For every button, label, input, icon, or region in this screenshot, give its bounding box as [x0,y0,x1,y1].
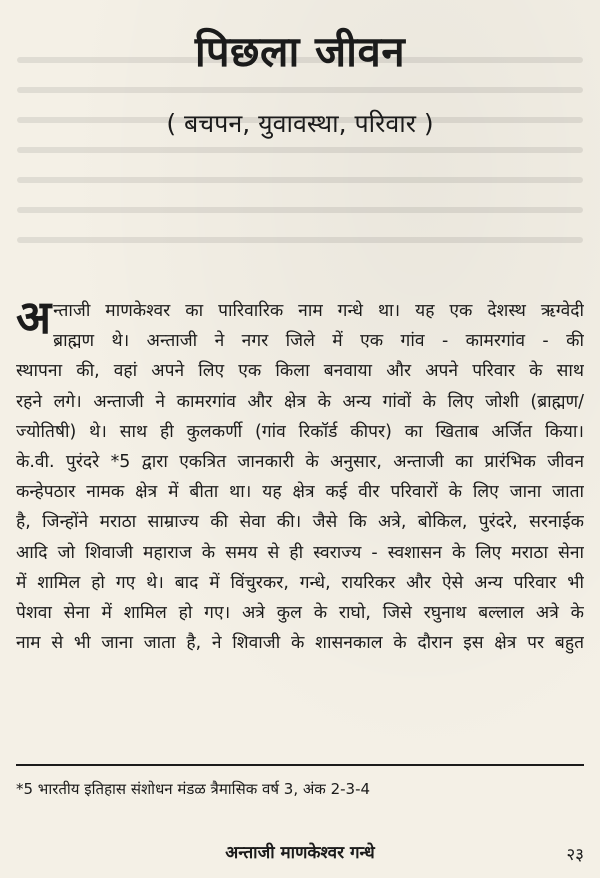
drop-cap: अ [16,290,52,344]
running-footer-title: अन्ताजी माणकेश्वर गन्धे [225,843,375,863]
page-number: २३ [566,845,584,865]
paragraph-line: न्ताजी माणकेश्वर का पारिवारिक नाम गन्धे था। यह एक देशस्थ ऋग्वेदी [53,301,584,321]
paragraph-line: ब्राह्मण थे। अन्ताजी ने नगर जिले में एक गांव - कामरगांव - की [53,331,584,352]
paragraph-line: ज्योतिषी) थे। साथ ही कुलकर्णी (गांव रिकॉर्ड कीपर) का खिताब अर्जित किया। [16,421,584,442]
page-title: पिछला जीवन [194,27,406,76]
footnote: *5 भारतीय इतिहास संशोधन मंडळ त्रैमासिक वर्ष 3, अंक 2-3-4 [16,780,371,798]
paragraph-line: में शामिल हो गए थे। बाद में विंचुरकर, गन्धे, रायरिकर और ऐसे अन्य परिवार भी [16,572,584,593]
paragraph-line: है, जिन्होंने मराठा साम्राज्य की सेवा की। जैसे कि अत्रे, बोकिल, पुरंदरे, सरनाईक [16,512,584,533]
body-paragraph [16,290,584,658]
paragraph-line: के.वी. पुरंदरे *5 द्वारा एकत्रित जानकारी के अनुसार, अन्ताजी का प्रारंभिक जीवन [16,452,584,473]
paragraph-line: रहने लगे। अन्ताजी ने कामरगांव और क्षेत्र के अन्य गांवों के लिए जोशी (ब्राह्मण/ [16,391,584,412]
footnote-divider [16,764,584,766]
paragraph-line: कन्हेपठार नामक क्षेत्र में बीता था। यह क्षेत्र कई वीर परिवारों के लिए जाना जाता [16,482,584,503]
page-subtitle: ( बचपन, युवावस्था, परिवार ) [166,109,434,138]
paragraph-line: स्थापना की, वहां अपने लिए एक किला बनवाया और अपने परिवार के साथ [16,361,584,382]
paragraph-line: नाम से भी जाना जाता है, ने शिवाजी के शासनकाल के दौरान इस क्षेत्र पर बहुत [16,633,584,654]
paragraph-line: आदि जो शिवाजी महाराज के समय से ही स्वराज्य - स्वशासन के लिए मराठा सेना [16,542,584,563]
paragraph-line: पेशवा सेना में शामिल हो गए। अत्रे कुल के राघो, जिसे रघुनाथ बल्लाल अत्रे के [16,603,584,624]
